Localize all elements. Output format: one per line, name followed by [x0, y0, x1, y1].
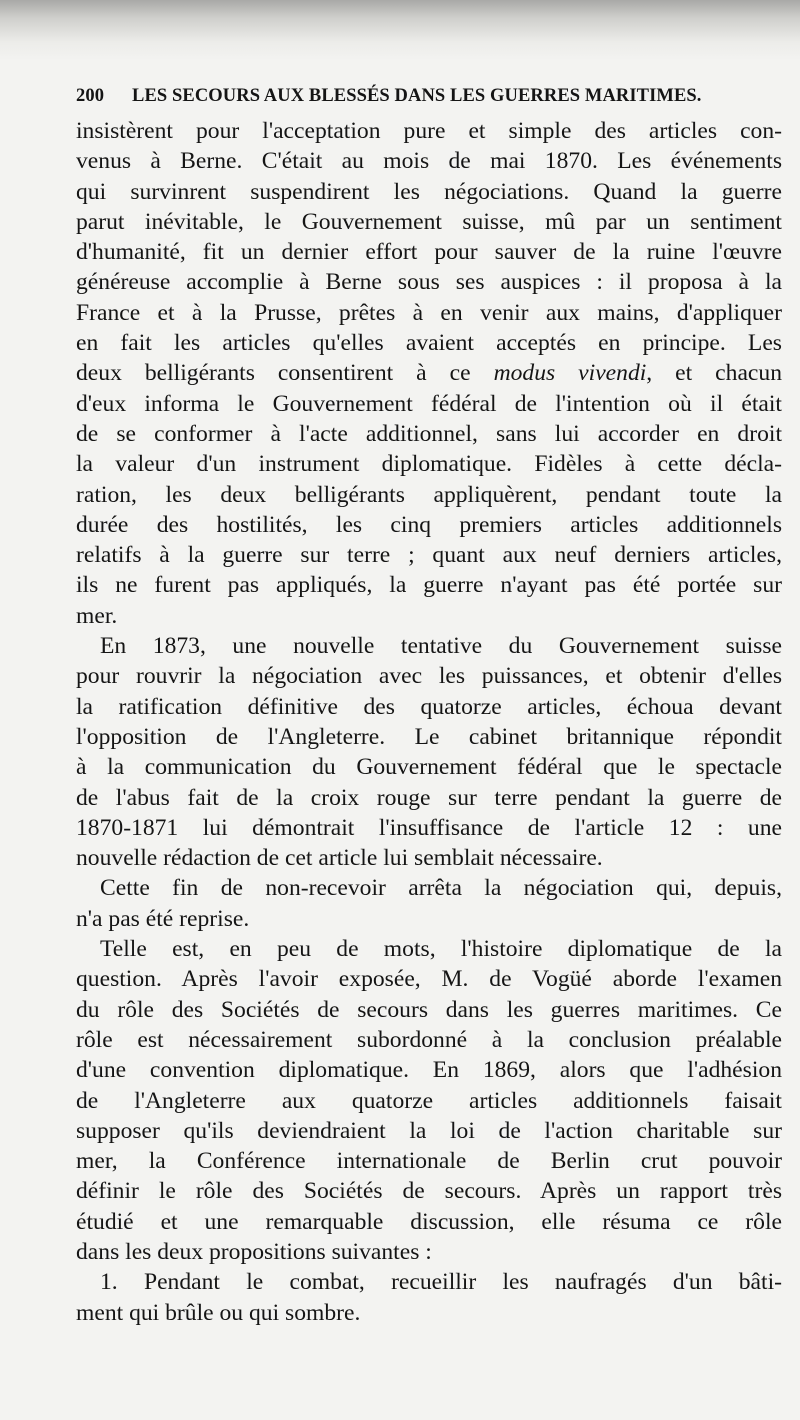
text-line: 1. Pendant le combat, recueillir les naufragés d'un bâti-: [100, 1269, 782, 1296]
text-line: n'a pas été reprise.: [76, 905, 250, 932]
text-line: Cette fin de non-recevoir arrêta la négociation qui, depuis,: [100, 875, 782, 902]
text-line: supposer qu'ils deviendraient la loi de l'action charitable sur: [76, 1117, 782, 1144]
text-line: deux belligérants consentirent à ce modus vivendi, et chacun: [76, 360, 782, 387]
paragraph: [76, 934, 782, 1267]
text-line: ils ne furent pas appliqués, la guerre n'ayant pas été portée sur: [76, 572, 782, 599]
body-text: [76, 116, 782, 1328]
scan-shadow: [0, 0, 800, 60]
text-line: définir le rôle des Sociétés de secours. Après un rapport très: [76, 1178, 782, 1205]
text-line: la ratification définitive des quatorze articles, échoua devant: [76, 693, 782, 720]
paragraph: [76, 873, 782, 934]
text-line: Telle est, en peu de mots, l'histoire diplomatique de la: [100, 936, 782, 963]
text-line: mer.: [76, 602, 118, 629]
text-line: En 1873, une nouvelle tentative du Gouvernement suisse: [100, 633, 782, 660]
text-line: dans les deux propositions suivantes :: [76, 1238, 432, 1265]
paragraph: [76, 116, 782, 631]
text-line: pour rouvrir la négociation avec les puissances, et obtenir d'elles: [76, 663, 782, 690]
text-line: 1870-1871 lui démontrait l'insuffisance de l'article 12 : une: [76, 814, 782, 841]
running-header: [76, 86, 782, 116]
text-line: du rôle des Sociétés de secours dans les guerres maritimes. Ce: [76, 996, 782, 1023]
text-line: ment qui brûle ou qui sombre.: [76, 1299, 361, 1326]
text-line: de se conformer à l'acte additionnel, sans lui accorder en droit: [76, 420, 782, 447]
text-line: l'opposition de l'Angleterre. Le cabinet britannique répondit: [76, 723, 782, 750]
text-line: en fait les articles qu'elles avaient acceptés en principe. Les: [76, 330, 782, 357]
text-line: ration, les deux belligérants appliquèrent, pendant toute la: [76, 481, 782, 508]
text-line: d'eux informa le Gouvernement fédéral de l'intention où il était: [76, 390, 782, 417]
text-line: généreuse accomplie à Berne sous ses auspices : il proposa à la: [76, 269, 782, 296]
text-line: question. Après l'avoir exposée, M. de Vogüé aborde l'examen: [76, 966, 782, 993]
text-line: insistèrent pour l'acceptation pure et simple des articles con-: [76, 118, 782, 144]
page-number: 200: [76, 86, 105, 106]
text-line: rôle est nécessairement subordonné à la conclusion préalable: [76, 1026, 782, 1053]
text-line: durée des hostilités, les cinq premiers articles additionnels: [76, 511, 782, 538]
book-page: [76, 86, 782, 1328]
text-line: à la communication du Gouvernement fédéral que le spectacle: [76, 754, 782, 781]
text-line: d'une convention diplomatique. En 1869, alors que l'adhésion: [76, 1057, 782, 1084]
text-line: étudié et une remarquable discussion, elle résuma ce rôle: [76, 1208, 782, 1235]
text-line: d'humanité, fit un dernier effort pour sauver de la ruine l'œuvre: [76, 239, 782, 266]
text-line: de l'Angleterre aux quatorze articles additionnels faisait: [76, 1087, 782, 1114]
text-line: France et à la Prusse, prêtes à en venir aux mains, d'appliquer: [76, 299, 782, 326]
text-line: nouvelle rédaction de cet article lui semblait nécessaire.: [76, 845, 603, 872]
text-line: mer, la Conférence internationale de Berlin crut pouvoir: [76, 1148, 782, 1175]
text-line: parut inévitable, le Gouvernement suisse, mû par un sentiment: [76, 208, 782, 235]
text-line: de l'abus fait de la croix rouge sur terre pendant la guerre de: [76, 784, 782, 811]
text-line: venus à Berne. C'était au mois de mai 1870. Les événements: [76, 148, 782, 175]
text-line: qui survinrent suspendirent les négociations. Quand la guerre: [76, 178, 782, 205]
text-line: la valeur d'un instrument diplomatique. Fidèles à cette décla-: [76, 451, 782, 478]
paragraph: [76, 631, 782, 873]
text-line: relatifs à la guerre sur terre ; quant aux neuf derniers articles,: [76, 542, 782, 569]
running-title: LES SECOURS AUX BLESSÉS DANS LES GUERRES MARITIMES.: [132, 86, 702, 106]
paragraph: [76, 1267, 782, 1328]
